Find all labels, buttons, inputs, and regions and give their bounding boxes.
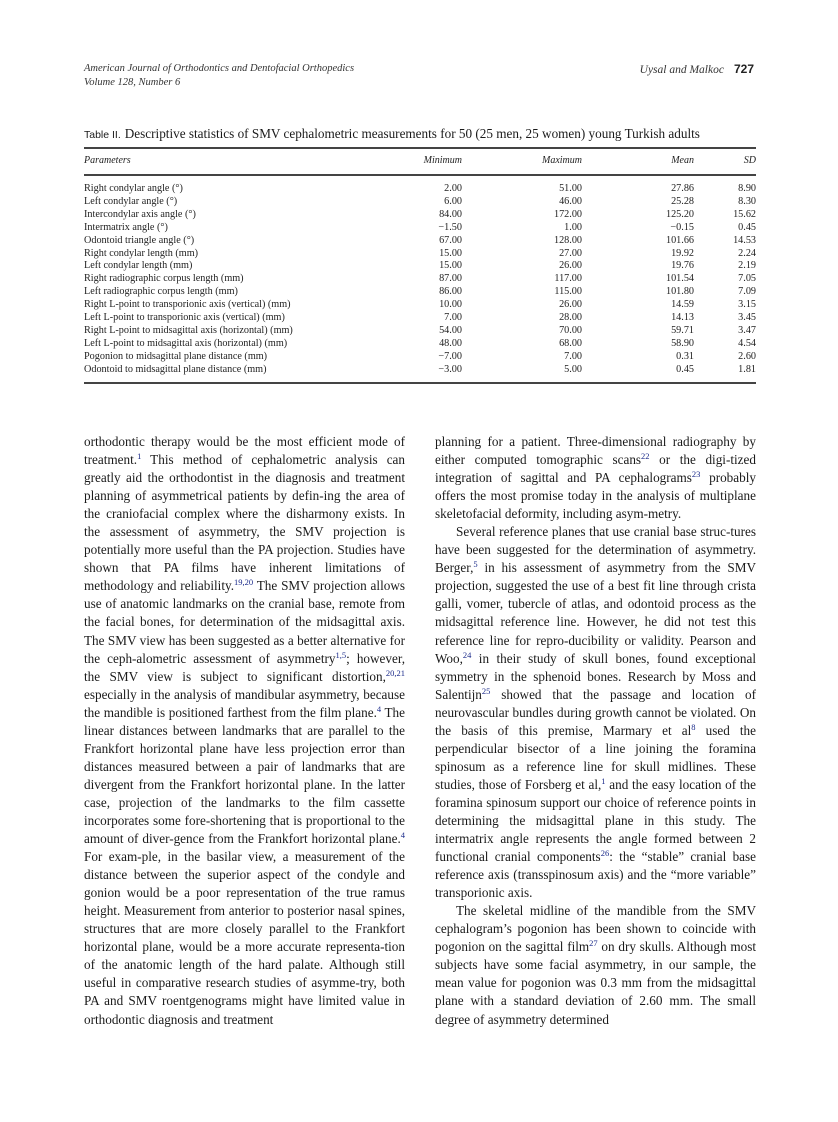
- journal-volume: Volume 128, Number 6: [84, 77, 181, 88]
- cell-minimum: 67.00: [439, 234, 462, 246]
- cell-maximum: 27.00: [559, 247, 582, 259]
- cell-maximum: 70.00: [559, 324, 582, 336]
- header-sd: SD: [743, 155, 756, 166]
- cell-parameter: Left L-point to transporionic axis (vertical) (mm): [84, 312, 285, 324]
- table-row: [84, 364, 756, 383]
- reference-link[interactable]: 24: [462, 649, 472, 660]
- table-header-row: [84, 148, 756, 175]
- journal-title: American Journal of Orthodontics and Dentofacial Orthopedics: [84, 63, 355, 74]
- cell-mean: 19.76: [671, 260, 694, 272]
- header-mean: Mean: [671, 155, 694, 166]
- reference-link[interactable]: 1,5: [335, 649, 347, 660]
- running-head: [84, 62, 754, 90]
- cell-minimum: 6.00: [444, 195, 462, 207]
- cell-parameter: Odontoid to midsagittal plane distance (mm): [84, 363, 267, 375]
- table-row: [84, 273, 756, 286]
- cell-parameter: Pogonion to midsagittal plane distance (mm): [84, 350, 268, 362]
- table-caption: [84, 126, 756, 143]
- cell-parameter: Right L-point to transporionic axis (vertical) (mm): [84, 299, 291, 311]
- table-row: [84, 312, 756, 325]
- page-number: 727: [733, 62, 754, 76]
- cell-parameter: Right L-point to midsagittal axis (horizontal) (mm): [84, 324, 293, 336]
- reference-link[interactable]: 8: [691, 721, 696, 732]
- reference-link[interactable]: 1: [601, 775, 606, 786]
- cell-minimum: 48.00: [439, 337, 462, 349]
- table-row: [84, 260, 756, 273]
- cell-sd: 2.60: [738, 350, 756, 362]
- cell-sd: 4.54: [738, 337, 756, 349]
- reference-link[interactable]: 19,20: [234, 577, 254, 588]
- cell-parameter: Left L-point to midsagittal axis (horizontal) (mm): [84, 337, 288, 349]
- paragraph: planning for a patient. Three-dimensional radiography by either computed tomographic scans$^{22}$ or the digi-tized integration of sagittal and PA cephalograms$^{23}$ probably offers the most promise today in the analysis of multiplane skeletofacial deformity, including asym-metry.: [435, 434, 756, 522]
- descriptive-statistics-table: [84, 147, 756, 384]
- header-parameters: Parameters: [84, 155, 131, 166]
- cell-mean: 101.54: [665, 273, 694, 285]
- header-minimum: Minimum: [423, 155, 462, 166]
- cell-sd: 3.47: [738, 324, 756, 336]
- cell-sd: 3.15: [738, 299, 756, 311]
- cell-maximum: 115.00: [554, 286, 582, 298]
- table-row: [84, 338, 756, 351]
- cell-minimum: −7.00: [438, 350, 462, 362]
- header-maximum: Maximum: [542, 155, 582, 166]
- cell-maximum: 117.00: [554, 273, 582, 285]
- cell-sd: 2.24: [738, 247, 756, 259]
- cell-minimum: 7.00: [444, 312, 462, 324]
- cell-mean: 25.28: [671, 195, 694, 207]
- cell-minimum: −1.50: [438, 221, 462, 233]
- cell-minimum: 15.00: [439, 247, 462, 259]
- cell-sd: 14.53: [733, 234, 756, 246]
- cell-sd: 1.81: [738, 363, 756, 375]
- cell-maximum: 26.00: [559, 299, 582, 311]
- left-text-column: [84, 433, 405, 1029]
- table-row: [84, 222, 756, 235]
- paragraph: orthodontic therapy would be the most efficient mode of treatment.$^1$ This method of cephalometric analysis can greatly aid the orthodontist in the diagnosis and treatment planning of asymmetrical patients by defin-ing the area of the craniofacial complex where the disharmony exists. In the assessment of asymmetry, the SMV projection is potentially more useful than the PA projection. Studies have shown that PA films have inherent limitations of methodology and reliability.$^{19,20}$ The SMV projection allows use of anatomic landmarks on the cranial base, remote from the facial bones, for determination of the midsagittal axis. The SMV view has been suggested as a better alternative for the ceph-alometric assessment of asymmetry$^{1,5}$; however, the SMV view is subject to significant distortion,$^{20,21}$ especially in the analysis of mandibular asymmetry, because the mandible is positioned farthest from the film plane.$^4$ The linear distances between landmarks that are parallel to the Frankfort horizontal plane have less projection error than distances measured between a pair of landmarks that are divergent from the Frankfort horizontal plane. In the latter case, projection of the landmarks to the film cassette incorporates some fore-shortening that is proportional to the amount of diver-gence from the Frankfort horizontal plane.$^4$ For exam-ple, in the basilar view, a measurement of the distance between the superior aspect of the condyle and gonion would be a poor representation of the true ramus height. Measurement from anterior to posterior nasal spines, structures that are more closely parallel to the Frankfort horizontal plane, would be a more accurate representa-tion of the anatomic length of the hard palate. Although still useful in comparative research studies of asymme-try, both PA and SMV roentgenograms might have limited value in orthodontic diagnosis and treatment: [84, 434, 406, 1027]
- reference-link[interactable]: 27: [589, 938, 598, 949]
- cell-parameter: Right radiographic corpus length (mm): [84, 273, 244, 285]
- cell-maximum: 7.00: [564, 350, 582, 362]
- cell-maximum: 26.00: [559, 260, 582, 272]
- reference-link[interactable]: 5: [473, 559, 478, 570]
- cell-mean: 125.20: [665, 208, 694, 220]
- cell-sd: 0.45: [738, 221, 756, 233]
- cell-mean: 101.80: [665, 286, 694, 298]
- cell-parameter: Left radiographic corpus length (mm): [84, 286, 238, 298]
- reference-link[interactable]: 22: [641, 451, 650, 462]
- right-text-column: [435, 433, 756, 1029]
- cell-maximum: 28.00: [559, 312, 582, 324]
- paragraph: The skeletal midline of the mandible from the SMV cephalogram’s pogonion has been shown to coincide with pogonion on the sagittal film$^{27}$ on dry skulls. Although most subjects have some facial asymmetry, in our sample, the mean value for pogonion was 0.3 mm from the midsagittal plane with a standard deviation of 2.60 mm. The small degree of asymmetry determined: [435, 903, 756, 1027]
- authors: Uysal and Malkoc: [639, 64, 724, 76]
- cell-maximum: 1.00: [564, 221, 582, 233]
- cell-parameter: Odontoid triangle angle (°): [84, 234, 195, 246]
- cell-mean: 19.92: [671, 247, 694, 259]
- cell-sd: 8.90: [738, 183, 756, 194]
- cell-mean: 27.86: [671, 183, 694, 194]
- cell-parameter: Intercondylar axis angle (°): [84, 208, 196, 220]
- cell-minimum: −3.00: [438, 363, 462, 375]
- cell-minimum: 2.00: [444, 183, 462, 194]
- table-row: [84, 351, 756, 364]
- cell-minimum: 15.00: [439, 260, 462, 272]
- cell-mean: 58.90: [671, 337, 694, 349]
- table-label: Table II.: [84, 129, 121, 141]
- reference-link[interactable]: 4: [400, 830, 405, 841]
- table-row: [84, 248, 756, 261]
- table-row: [84, 209, 756, 222]
- cell-parameter: Left condylar angle (°): [84, 195, 178, 207]
- table-row: [84, 175, 756, 196]
- cell-mean: 14.59: [671, 299, 694, 311]
- cell-mean: 0.45: [676, 363, 694, 375]
- cell-sd: 15.62: [733, 208, 756, 220]
- cell-mean: 59.71: [671, 324, 694, 336]
- cell-mean: 101.66: [665, 234, 694, 246]
- cell-maximum: 68.00: [559, 337, 582, 349]
- paragraph: Several reference planes that use cranial base struc-tures have been suggested for the determination of asymmetry. Berger,$^5$ in his assessment of asymmetry from the SMV projection, suggested the use of a best fit line through crista galli, vomer, tubercle of atlas, and odontoid process as the midsagittal reference line. However, he did not test this reference line for repro-ducibility or validity. Pearson and Woo,$^{24}$ in their study of skull bones, found exceptional symmetry in the sphenoid bones. Research by Moss and Salentijn$^{25}$ showed that the passage and location of neurovascular bundles during growth cannot be violated. On the basis of this premise, Marmary et al$^8$ used the perpendicular bisector of a line joining the foramina spinosum as a reference line for skull midlines. These studies, those of Forsberg et al,$^1$ and the easy location of the foramina spinosum support our choice of reference points in determining the midsagittal plane in this study. The intermatrix angle represents the angle formed between 2 functional cranial components$^{26}$: the “stable” cranial base reference axis (transspinosum axis) and the “more variable” transporionic axis.: [435, 524, 756, 901]
- cell-parameter: Right condylar angle (°): [84, 183, 183, 194]
- cell-maximum: 128.00: [553, 234, 582, 246]
- cell-parameter: Right condylar length (mm): [84, 247, 199, 259]
- table-row: [84, 196, 756, 209]
- page-header-right: [640, 62, 754, 77]
- reference-link[interactable]: 25: [481, 685, 491, 696]
- cell-parameter: Left condylar length (mm): [84, 260, 193, 272]
- reference-link[interactable]: 4: [376, 703, 382, 714]
- table-row: [84, 286, 756, 299]
- cell-mean: 14.13: [671, 312, 694, 324]
- cell-minimum: 86.00: [439, 286, 462, 298]
- cell-maximum: 5.00: [564, 363, 582, 375]
- reference-link[interactable]: 20,21: [385, 667, 405, 678]
- cell-sd: 3.45: [738, 312, 756, 324]
- cell-sd: 2.19: [738, 260, 756, 272]
- reference-link[interactable]: 1: [137, 451, 142, 462]
- cell-maximum: 172.00: [553, 208, 582, 220]
- cell-minimum: 87.00: [439, 273, 462, 285]
- cell-sd: 8.30: [738, 195, 756, 207]
- table-row: [84, 235, 756, 248]
- cell-mean: −0.15: [670, 221, 694, 233]
- cell-mean: 0.31: [676, 350, 694, 362]
- cell-minimum: 84.00: [439, 208, 462, 220]
- cell-minimum: 54.00: [439, 324, 462, 336]
- cell-sd: 7.09: [738, 286, 756, 298]
- table-row: [84, 325, 756, 338]
- table-caption-text: Descriptive statistics of SMV cephalometric measurements for 50 (25 men, 25 women) young Turkish adults: [124, 126, 700, 141]
- table-bottom-rule: [84, 383, 756, 384]
- cell-parameter: Intermatrix angle (°): [84, 221, 168, 233]
- cell-maximum: 46.00: [559, 195, 582, 207]
- cell-sd: 7.05: [738, 273, 756, 285]
- cell-minimum: 10.00: [439, 299, 462, 311]
- reference-link[interactable]: 23: [691, 469, 701, 480]
- reference-link[interactable]: 26: [600, 848, 610, 859]
- table-row: [84, 299, 756, 312]
- cell-maximum: 51.00: [559, 183, 582, 194]
